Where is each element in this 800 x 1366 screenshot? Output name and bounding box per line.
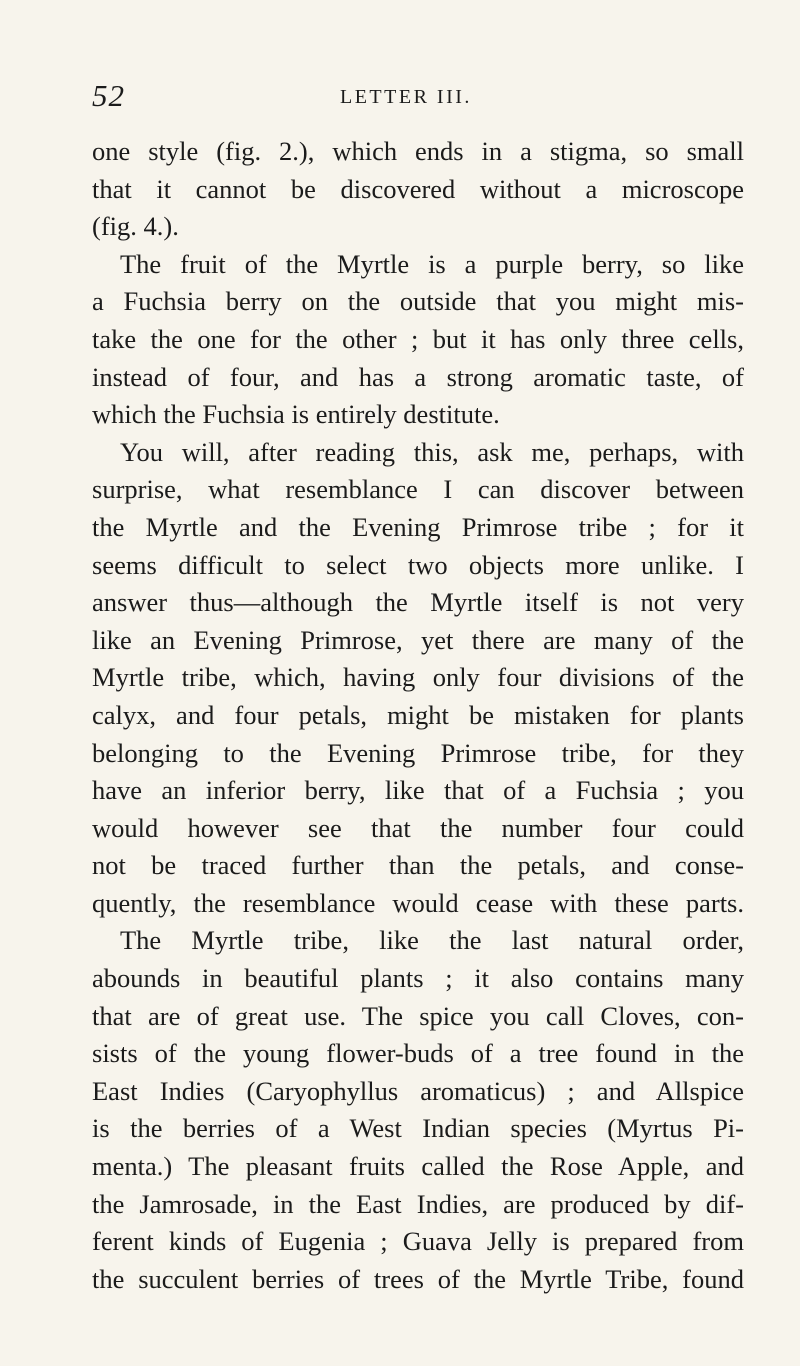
text-line: abounds in beautiful plants ; it also contains many [92,963,744,994]
text-line: menta.) The pleasant fruits called the Rose Apple, and [92,1151,744,1182]
running-head: LETTER III. [340,86,472,108]
text-line: ferent kinds of Eugenia ; Guava Jelly is prepared from [92,1226,744,1257]
text-line: You will, after reading this, ask me, perhaps, with [120,436,744,467]
text-line: the succulent berries of trees of the Myrtle Tribe, found [92,1263,744,1294]
page-header [92,78,742,118]
text-line: is the berries of a West Indian species (Myrtus Pi- [92,1113,744,1144]
text-line: a Fuchsia berry on the outside that you might mis- [92,286,744,317]
text-line: which the Fuchsia is entirely destitute. [92,399,500,430]
page-number: 52 [92,78,125,113]
text-line: The fruit of the Myrtle is a purple berry, so like [120,248,744,279]
text-line: seems difficult to select two objects more unlike. I [92,549,744,580]
text-line: the Jamrosade, in the East Indies, are produced by dif- [92,1188,744,1219]
text-line: that it cannot be discovered without a microscope [92,173,744,204]
text-line: East Indies (Caryophyllus aromaticus) ; and Allspice [92,1075,744,1106]
text-line: take the one for the other ; but it has only three cells, [92,323,744,354]
text-line: the Myrtle and the Evening Primrose tribe ; for it [92,511,744,542]
text-line: that are of great use. The spice you call Cloves, con- [92,1000,744,1031]
text-line: instead of four, and has a strong aromatic taste, of [92,361,744,392]
text-line: not be traced further than the petals, and conse- [92,850,744,881]
text-line: Myrtle tribe, which, having only four divisions of the [92,662,744,693]
text-line: answer thus—although the Myrtle itself is not very [92,587,744,618]
body-text [92,133,744,1298]
text-line: calyx, and four petals, might be mistaken for plants [92,699,744,730]
text-line: surprise, what resemblance I can discover between [92,474,744,505]
text-line: like an Evening Primrose, yet there are many of the [92,624,744,655]
text-line: would however see that the number four could [92,812,744,843]
text-line: one style (fig. 2.), which ends in a stigma, so small [92,136,744,166]
text-line: (fig. 4.). [92,211,179,242]
text-line: sists of the young flower-buds of a tree found in the [92,1038,744,1069]
text-line: belonging to the Evening Primrose tribe, for they [92,737,744,768]
text-line: quently, the resemblance would cease with these parts. [92,887,744,918]
text-line: The Myrtle tribe, like the last natural order, [120,925,744,956]
text-line: have an inferior berry, like that of a Fuchsia ; you [92,775,744,806]
